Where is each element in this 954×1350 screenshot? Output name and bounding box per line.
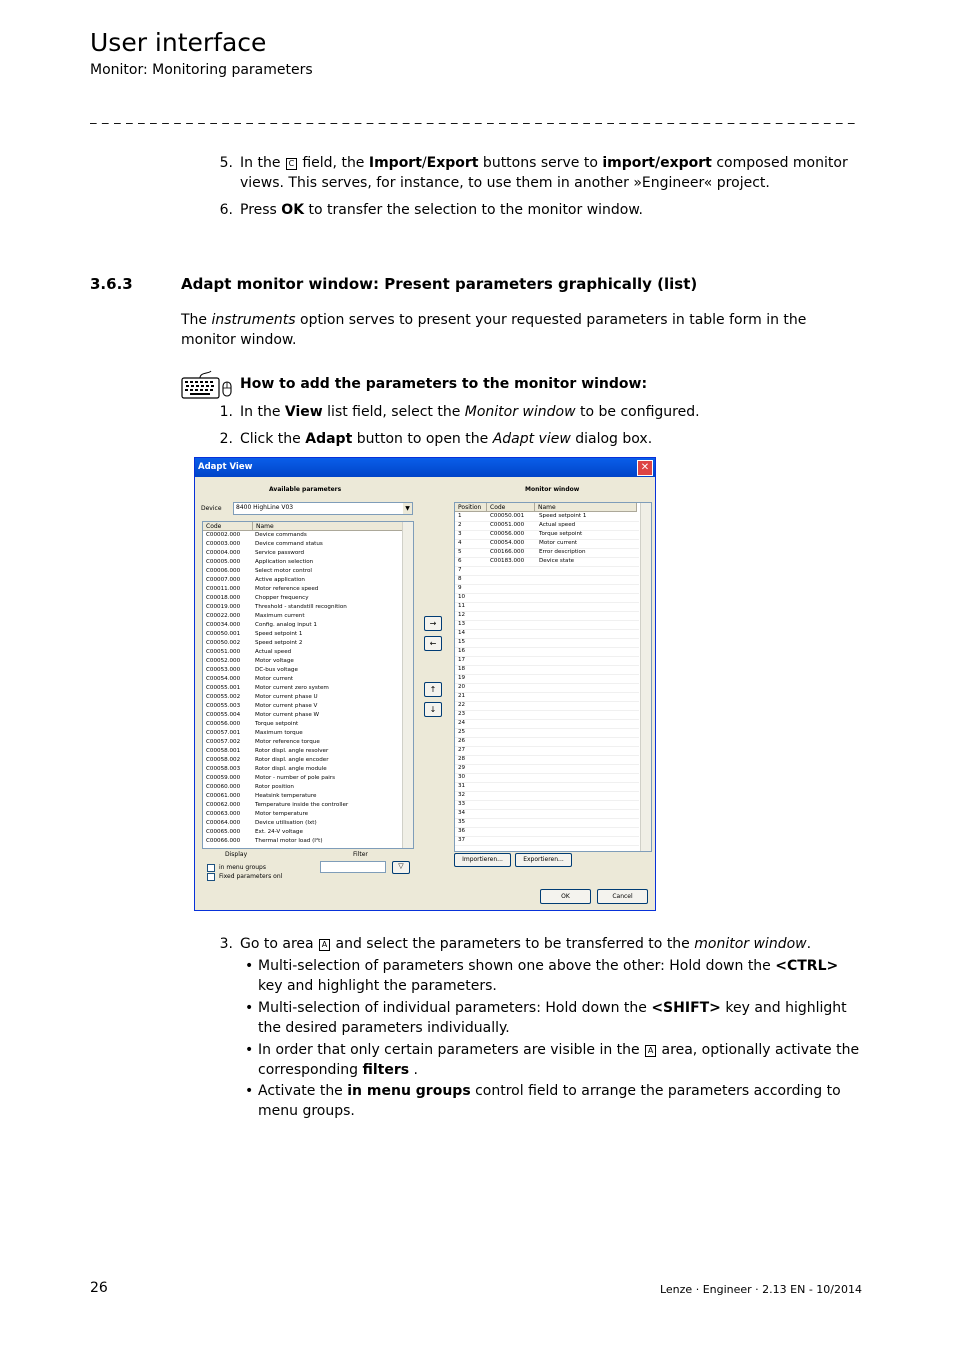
- import-button[interactable]: Importieren...: [454, 853, 511, 867]
- parameter-name: Motor current phase U: [255, 694, 318, 700]
- parameter-code: C00011.000: [206, 586, 241, 592]
- step-3: 3. Go to area A and select the parameters to be transferred to the monitor window.: [219, 936, 812, 952]
- parameter-code: C00050.002: [206, 640, 241, 646]
- step-2: 2. Click the Adapt button to open the Adapt view dialog box.: [219, 431, 653, 447]
- position-cell: 13: [458, 621, 466, 627]
- list-item[interactable]: [203, 711, 403, 720]
- area-a-glyph: A: [645, 1045, 656, 1057]
- parameter-name: Device utilisation (Ixt): [255, 820, 317, 826]
- position-cell: 35: [458, 819, 466, 825]
- position-cell: 14: [458, 630, 466, 636]
- name-cell: Actual speed: [539, 522, 576, 528]
- parameter-name: Service password: [255, 550, 305, 556]
- list-item[interactable]: [203, 774, 403, 783]
- position-cell: 1: [458, 513, 462, 519]
- parameter-name: Motor current phase W: [255, 712, 320, 718]
- parameter-code: C00061.000: [206, 793, 241, 799]
- section-intro: The instruments option serves to present your requested parameters in table form in the monitor window.: [181, 312, 807, 348]
- fixed-parameters-checkbox[interactable]: [207, 873, 215, 881]
- parameter-code: C00055.002: [206, 694, 241, 700]
- parameter-name: Threshold - standstill recognition: [255, 604, 347, 610]
- page-number: 26: [90, 1280, 108, 1296]
- parameter-code: C00022.000: [206, 613, 241, 619]
- parameter-name: Motor current: [255, 676, 294, 682]
- code-cell: C00050.001: [490, 513, 525, 519]
- parameter-name: Thermal motor load (I²t): [255, 838, 323, 844]
- position-cell: 7: [458, 567, 462, 573]
- list-item[interactable]: [203, 810, 403, 819]
- list-item[interactable]: [203, 729, 403, 738]
- position-cell: 20: [458, 684, 466, 690]
- parameter-name: Select motor control: [255, 568, 312, 574]
- available-parameters-list[interactable]: [202, 521, 414, 849]
- step-5: 5. In the C field, the Import/Export buttons serve to import/export composed monitor views. This serves, for instance, to use them in another »Engineer« project.: [219, 155, 848, 191]
- position-cell: 37: [458, 837, 466, 843]
- position-cell: 24: [458, 720, 466, 726]
- scrollbar[interactable]: [402, 522, 413, 848]
- list-item[interactable]: [203, 783, 403, 792]
- chevron-down-icon[interactable]: ▼: [403, 503, 412, 514]
- section-title: Adapt monitor window: Present parameters graphically (list): [181, 275, 698, 293]
- position-cell: 3: [458, 531, 462, 537]
- parameter-name: Device command status: [255, 541, 323, 547]
- parameter-code: C00062.000: [206, 802, 241, 808]
- parameter-name: Motor current phase V: [255, 703, 318, 709]
- parameter-code: C00065.000: [206, 829, 241, 835]
- list-item[interactable]: [203, 819, 403, 828]
- position-cell: 30: [458, 774, 466, 780]
- list-item[interactable]: [203, 666, 403, 675]
- list-item[interactable]: [203, 738, 403, 747]
- parameter-code: C00034.000: [206, 622, 241, 628]
- display-label: Display: [225, 851, 248, 858]
- name-cell: Motor current: [539, 540, 578, 546]
- scrollbar[interactable]: [640, 503, 651, 851]
- list-item[interactable]: [203, 675, 403, 684]
- list-item[interactable]: [203, 702, 403, 711]
- section-number: 3.6.3: [90, 275, 133, 293]
- parameter-name: Active application: [255, 577, 305, 583]
- parameter-code: C00052.000: [206, 658, 241, 664]
- list-item[interactable]: [203, 828, 403, 837]
- parameter-name: Maximum current: [255, 613, 305, 619]
- name-cell: Speed setpoint 1: [539, 513, 587, 519]
- parameter-name: Rotor displ. angle module: [255, 766, 327, 772]
- bullet-item: • Multi-selection of parameters shown one above the other: Hold down the <CTRL> key and highlight the parameters.: [245, 958, 839, 994]
- list-item[interactable]: [203, 684, 403, 693]
- page-title: User interface: [90, 28, 267, 57]
- position-cell: 26: [458, 738, 466, 744]
- parameter-code: C00050.001: [206, 631, 241, 637]
- position-cell: 10: [458, 594, 466, 600]
- filter-input[interactable]: [320, 861, 386, 873]
- bullet-item: • Multi-selection of individual parameters: Hold down the <SHIFT> key and highlight the desired parameters individually.: [245, 1000, 847, 1036]
- position-cell: 8: [458, 576, 462, 582]
- code-cell: C00166.000: [490, 549, 525, 555]
- position-cell: 15: [458, 639, 466, 645]
- position-cell: 17: [458, 657, 466, 663]
- parameter-code: C00005.000: [206, 559, 241, 565]
- column-name[interactable]: Name: [535, 503, 637, 512]
- parameter-code: C00064.000: [206, 820, 241, 826]
- parameter-code: C00055.003: [206, 703, 241, 709]
- position-cell: 28: [458, 756, 466, 762]
- parameter-code: C00058.002: [206, 757, 241, 763]
- list-item[interactable]: [203, 801, 403, 810]
- header-separator: _ _ _ _ _ _ _ _ _ _ _ _ _ _ _ _ _ _ _ _ _ _ _ _ _ _ _ _ _ _ _ _ _ _ _ _ _ _ _ _ _ _ _ _ _ _ _ _ _ _ _ _ _ _ _ _ _ _ _ _ _ _ _ _: [90, 110, 856, 125]
- position-cell: 9: [458, 585, 462, 591]
- position-cell: 4: [458, 540, 462, 546]
- parameter-code: C00018.000: [206, 595, 241, 601]
- name-cell: Error description: [539, 549, 586, 555]
- list-item[interactable]: [203, 657, 403, 666]
- filter-icon[interactable]: ▽: [392, 861, 410, 874]
- parameter-code: C00060.000: [206, 784, 241, 790]
- ok-button[interactable]: OK: [540, 889, 591, 904]
- close-icon[interactable]: ✕: [637, 460, 653, 476]
- column-name[interactable]: Name: [253, 522, 403, 531]
- bullet-item: • Activate the in menu groups control field to arrange the parameters according to menu groups.: [245, 1083, 841, 1119]
- export-button[interactable]: Exportieren...: [515, 853, 572, 867]
- position-cell: 21: [458, 693, 466, 699]
- list-item[interactable]: [203, 576, 403, 585]
- menu-groups-checkbox[interactable]: [207, 864, 215, 872]
- parameter-name: Application selection: [255, 559, 314, 565]
- parameter-name: Ext. 24-V voltage: [255, 829, 303, 835]
- code-cell: C00054.000: [490, 540, 525, 546]
- list-item[interactable]: [203, 540, 403, 549]
- step-6: 6. Press OK to transfer the selection to the monitor window.: [219, 202, 643, 218]
- position-cell: 18: [458, 666, 466, 672]
- name-cell: Device state: [539, 558, 575, 564]
- parameter-name: DC-bus voltage: [255, 667, 298, 673]
- position-cell: 16: [458, 648, 466, 654]
- position-cell: 25: [458, 729, 466, 735]
- area-c-glyph: C: [286, 158, 297, 170]
- position-cell: 11: [458, 603, 466, 609]
- list-item[interactable]: [203, 594, 403, 603]
- parameter-name: Rotor position: [255, 784, 294, 790]
- parameter-code: C00051.000: [206, 649, 241, 655]
- parameter-name: Motor voltage: [255, 658, 294, 664]
- parameter-code: C00006.000: [206, 568, 241, 574]
- step-1: 1. In the View list field, select the Monitor window to be configured.: [219, 404, 700, 420]
- position-cell: 27: [458, 747, 466, 753]
- remove-parameter-button[interactable]: ←: [424, 636, 442, 651]
- list-item[interactable]: [203, 531, 403, 540]
- list-item[interactable]: [203, 648, 403, 657]
- page-subtitle: Monitor: Monitoring parameters: [90, 62, 313, 78]
- parameter-name: Speed setpoint 2: [255, 640, 303, 646]
- area-a-glyph: A: [319, 939, 330, 951]
- parameter-code: C00019.000: [206, 604, 241, 610]
- parameter-code: C00055.004: [206, 712, 241, 718]
- list-item[interactable]: [203, 765, 403, 774]
- parameter-name: Motor reference torque: [255, 739, 320, 745]
- device-label: Device: [201, 505, 222, 512]
- position-cell: 34: [458, 810, 466, 816]
- table-row[interactable]: [455, 836, 639, 846]
- parameter-code: C00002.000: [206, 532, 241, 538]
- fixed-parameters-label: Fixed parameters onl: [219, 873, 283, 880]
- dialog-titlebar: Adapt View: [195, 458, 655, 477]
- available-parameters-label: Available parameters: [269, 486, 342, 493]
- menu-groups-label: in menu groups: [219, 864, 266, 871]
- list-item[interactable]: [203, 747, 403, 756]
- column-code[interactable]: Code: [487, 503, 535, 512]
- code-cell: C00051.000: [490, 522, 525, 528]
- list-item[interactable]: [203, 720, 403, 729]
- position-cell: 31: [458, 783, 466, 789]
- parameter-name: Rotor displ. angle resolver: [255, 748, 329, 754]
- list-item[interactable]: [203, 549, 403, 558]
- parameter-code: C00063.000: [206, 811, 241, 817]
- list-item[interactable]: [203, 558, 403, 567]
- position-cell: 32: [458, 792, 466, 798]
- bullet-item: • In order that only certain parameters are visible in the A area, optionally activate the corresponding filters .: [245, 1042, 860, 1078]
- list-item[interactable]: [203, 756, 403, 765]
- parameter-code: C00058.001: [206, 748, 241, 754]
- parameter-code: C00053.000: [206, 667, 241, 673]
- position-cell: 12: [458, 612, 466, 618]
- parameter-name: Motor temperature: [255, 811, 309, 817]
- position-cell: 19: [458, 675, 466, 681]
- keyboard-mouse-icon: [181, 369, 233, 400]
- list-item[interactable]: [203, 630, 403, 639]
- name-cell: Torque setpoint: [539, 531, 583, 537]
- position-cell: 5: [458, 549, 462, 555]
- parameter-code: C00066.000: [206, 838, 241, 844]
- list-item[interactable]: [203, 693, 403, 702]
- position-cell: 33: [458, 801, 466, 807]
- list-item[interactable]: [203, 621, 403, 630]
- filter-label: Filter: [353, 851, 368, 858]
- position-cell: 29: [458, 765, 466, 771]
- parameter-name: Chopper frequency: [255, 595, 309, 601]
- column-code[interactable]: Code: [203, 522, 253, 531]
- parameter-code: C00054.000: [206, 676, 241, 682]
- parameter-code: C00003.000: [206, 541, 241, 547]
- parameter-code: C00055.001: [206, 685, 241, 691]
- parameter-name: Temperature inside the controller: [255, 802, 349, 808]
- position-cell: 2: [458, 522, 462, 528]
- code-cell: C00056.000: [490, 531, 525, 537]
- parameter-code: C00057.001: [206, 730, 241, 736]
- cancel-button[interactable]: Cancel: [597, 889, 648, 904]
- list-item[interactable]: [203, 603, 403, 612]
- footer-product: Lenze · Engineer · 2.13 EN - 10/2014: [659, 1283, 862, 1296]
- list-item[interactable]: [203, 612, 403, 621]
- position-cell: 36: [458, 828, 466, 834]
- adapt-view-dialog: [194, 457, 656, 911]
- parameter-name: Motor current zero system: [255, 685, 329, 691]
- position-cell: 6: [458, 558, 462, 564]
- monitor-window-list[interactable]: [454, 502, 652, 852]
- move-down-button[interactable]: ↓: [424, 702, 442, 717]
- list-item[interactable]: [203, 639, 403, 648]
- parameter-code: C00057.002: [206, 739, 241, 745]
- parameter-name: Motor - number of pole pairs: [255, 775, 336, 781]
- parameter-name: Actual speed: [255, 649, 292, 655]
- list-item[interactable]: [203, 585, 403, 594]
- column-position[interactable]: Position: [455, 503, 487, 512]
- list-item[interactable]: [203, 567, 403, 576]
- parameter-code: C00058.003: [206, 766, 241, 772]
- position-cell: 22: [458, 702, 466, 708]
- parameter-name: Config. analog input 1: [255, 622, 317, 628]
- parameter-name: Rotor displ. angle encoder: [255, 757, 329, 763]
- list-item[interactable]: [203, 837, 403, 846]
- position-cell: 23: [458, 711, 466, 717]
- add-parameter-button[interactable]: →: [424, 616, 442, 631]
- parameter-name: Motor reference speed: [255, 586, 319, 592]
- parameter-code: C00056.000: [206, 721, 241, 727]
- parameter-code: C00007.000: [206, 577, 241, 583]
- howto-heading: How to add the parameters to the monitor window:: [240, 376, 648, 392]
- device-select[interactable]: 8400 HighLine V03 ▼: [233, 502, 413, 515]
- parameter-name: Torque setpoint: [255, 721, 299, 727]
- code-cell: C00183.000: [490, 558, 525, 564]
- list-item[interactable]: [203, 792, 403, 801]
- parameter-code: C00004.000: [206, 550, 241, 556]
- monitor-window-label: Monitor window: [525, 486, 580, 493]
- parameter-name: Speed setpoint 1: [255, 631, 303, 637]
- parameter-name: Device commands: [255, 532, 307, 538]
- parameter-name: Heatsink temperature: [255, 793, 317, 799]
- move-up-button[interactable]: ↑: [424, 682, 442, 697]
- parameter-code: C00059.000: [206, 775, 241, 781]
- parameter-name: Maximum torque: [255, 730, 303, 736]
